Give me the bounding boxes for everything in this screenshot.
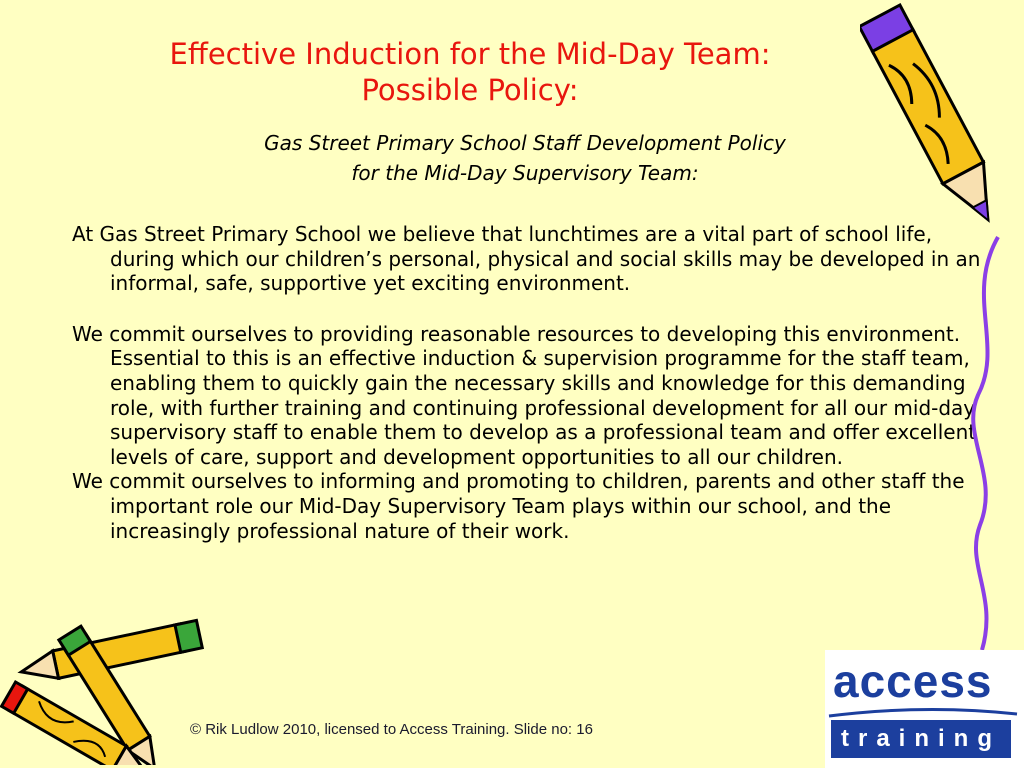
logo-swoosh-icon bbox=[825, 706, 1024, 720]
slide-title bbox=[90, 36, 850, 108]
slide-footer: © Rik Ludlow 2010, licensed to Access Training. Slide no: 16 bbox=[190, 721, 593, 738]
paragraph-2: We commit ourselves to providing reasonable resources to developing this environment. Essential to this is an effective induction & supervision programme for the staff team, enabling them to quickly gain the necessary skills and knowledge for this demanding role, with further training and continuing professional development for all our mid-day supervisory staff to enable them to develop as a professional team and offer excellent levels of care, support and development opportunities to all our children. bbox=[72, 321, 977, 469]
squiggle-line-icon bbox=[960, 235, 1010, 655]
policy-subtitle bbox=[180, 128, 870, 188]
pencil-icon bbox=[860, 0, 1010, 245]
policy-body bbox=[72, 222, 982, 543]
access-training-logo bbox=[825, 650, 1024, 768]
logo-word-access: access bbox=[833, 655, 993, 707]
paragraph-3: We commit ourselves to informing and promoting to children, parents and other staff the important role our Mid-Day Supervisory Team plays within our school, and the increasingly professional nature of their work. bbox=[72, 469, 965, 543]
paragraph-1: At Gas Street Primary School we believe that lunchtimes are a vital part of school life, during which our children’s personal, physical and social skills may be developed in an informal, safe, supportive yet exciting environment. bbox=[72, 222, 981, 296]
title-line-1: Effective Induction for the Mid-Day Team: bbox=[169, 37, 771, 71]
title-line-2: Possible Policy: bbox=[361, 73, 579, 107]
pencil-icon bbox=[0, 615, 210, 765]
logo-word-training: training bbox=[841, 725, 1001, 752]
subtitle-line-2: for the Mid-Day Supervisory Team: bbox=[351, 161, 699, 185]
logo-band bbox=[831, 720, 1011, 758]
subtitle-line-1: Gas Street Primary School Staff Development Policy bbox=[264, 131, 786, 155]
